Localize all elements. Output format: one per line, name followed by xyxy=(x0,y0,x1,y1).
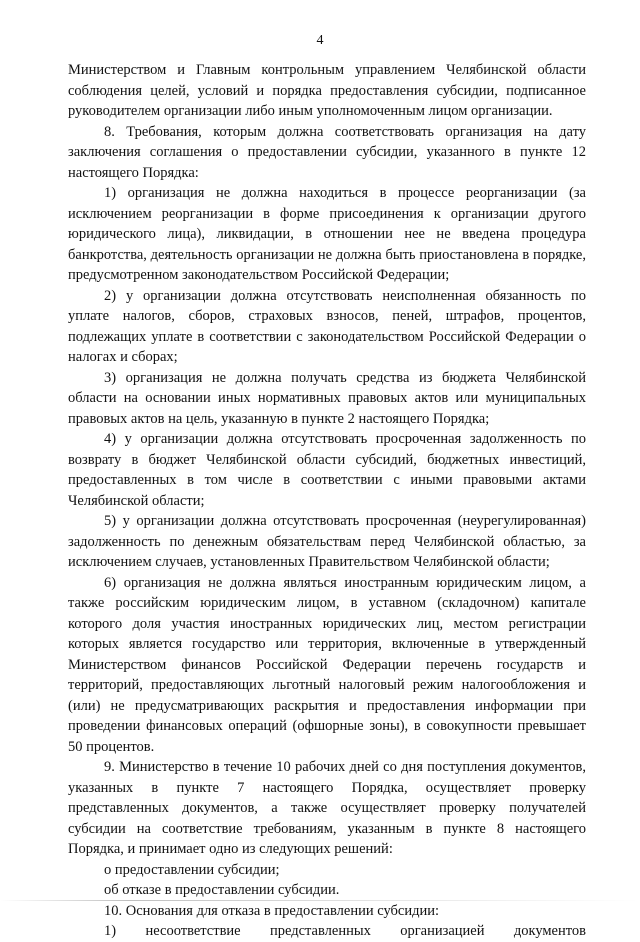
paragraph-subitem-5: 5) у организации должна отсутствовать просроченная (неурегулированная) задолженность по денежным обязательствам перед Челябинской областью, за исключением случаев, установленных Правительством Челябинской области; xyxy=(68,513,586,570)
paragraph-subitem-1: 1) организация не должна находиться в процессе реорганизации (за исключением реорганизации в форме присоединения к организации другого юридического лица), ликвидации, в отношении нее не введена процедура банкротства, деятельность организации не должна быть приостановлена в порядке, предусмотренном законодательством Российской Федерации; xyxy=(68,185,586,283)
paragraph-item-10-subitem-1: 1) несоответствие представленных организацией документов xyxy=(104,923,586,939)
paragraph-subitem-4: 4) у организации должна отсутствовать просроченная задолженность по возврату в бюджет Челябинской области субсидий, бюджетных инвестиций, предоставленных в том числе в соответствии с иными правовыми актами Челябинской области; xyxy=(68,431,586,509)
paragraph-subitem-3: 3) организация не должна получать средства из бюджета Челябинской области на основании иных нормативных правовых актов или муниципальных правовых актов на цель, указанную в пункте 2 настоящего Порядка; xyxy=(68,369,586,427)
paragraph-subitem-6: 6) организация не должна являться иностранным юридическим лицом, а также российским юридическим лицом, в уставном (складочном) капитале которого доля участия иностранных юридических лиц, местом регистрации которых является государство или территория, включенные в утвержденный Министерством финансов Российской Федерации перечень государств и территорий, предоставляющих льготный налоговый режим налогообложения и (или) не предусматривающих раскрытия и предоставления информации при проведении финансовых операций (офшорные зоны), в совокупности превышает 50 процентов. xyxy=(68,574,586,755)
paragraph-continuation: Министерством и Главным контрольным управлением Челябинской области соблюдения целей, условий и порядка предоставления субсидии, подписанное руководителем организации либо иным уполномоченным лицом организации. xyxy=(68,62,586,119)
paragraph-item-8: 8. Требования, которым должна соответствовать организация на дату заключения соглашения о предоставлении субсидии, указанного в пункте 12 настоящего Порядка: xyxy=(68,123,586,181)
page-number: 4 xyxy=(316,33,324,48)
paragraph-item-9: 9. Министерство в течение 10 рабочих дней со дня поступления документов, указанных в пункте 7 настоящего Порядка, осуществляет проверку представленных документов, а также осуществляет проверку получателей субсидии на соответствие требованиям, указанным в пункте 8 настоящего Порядка, и принимает одно из следующих решений: xyxy=(68,759,586,857)
paragraph-subitem-2: 2) у организации должна отсутствовать неисполненная обязанность по уплате налогов, сборов, страховых взносов, пеней, штрафов, процентов, подлежащих уплате в соответствии с законодательством Российской Федерации о налогах и сборах; xyxy=(68,287,586,365)
scan-edge-line xyxy=(0,900,640,901)
document-body xyxy=(68,60,586,942)
decision-option-refusal: об отказе в предоставлении субсидии. xyxy=(104,882,340,898)
paragraph-item-10: 10. Основания для отказа в предоставлении субсидии: xyxy=(104,902,440,919)
decision-option-grant: о предоставлении субсидии; xyxy=(104,861,280,878)
